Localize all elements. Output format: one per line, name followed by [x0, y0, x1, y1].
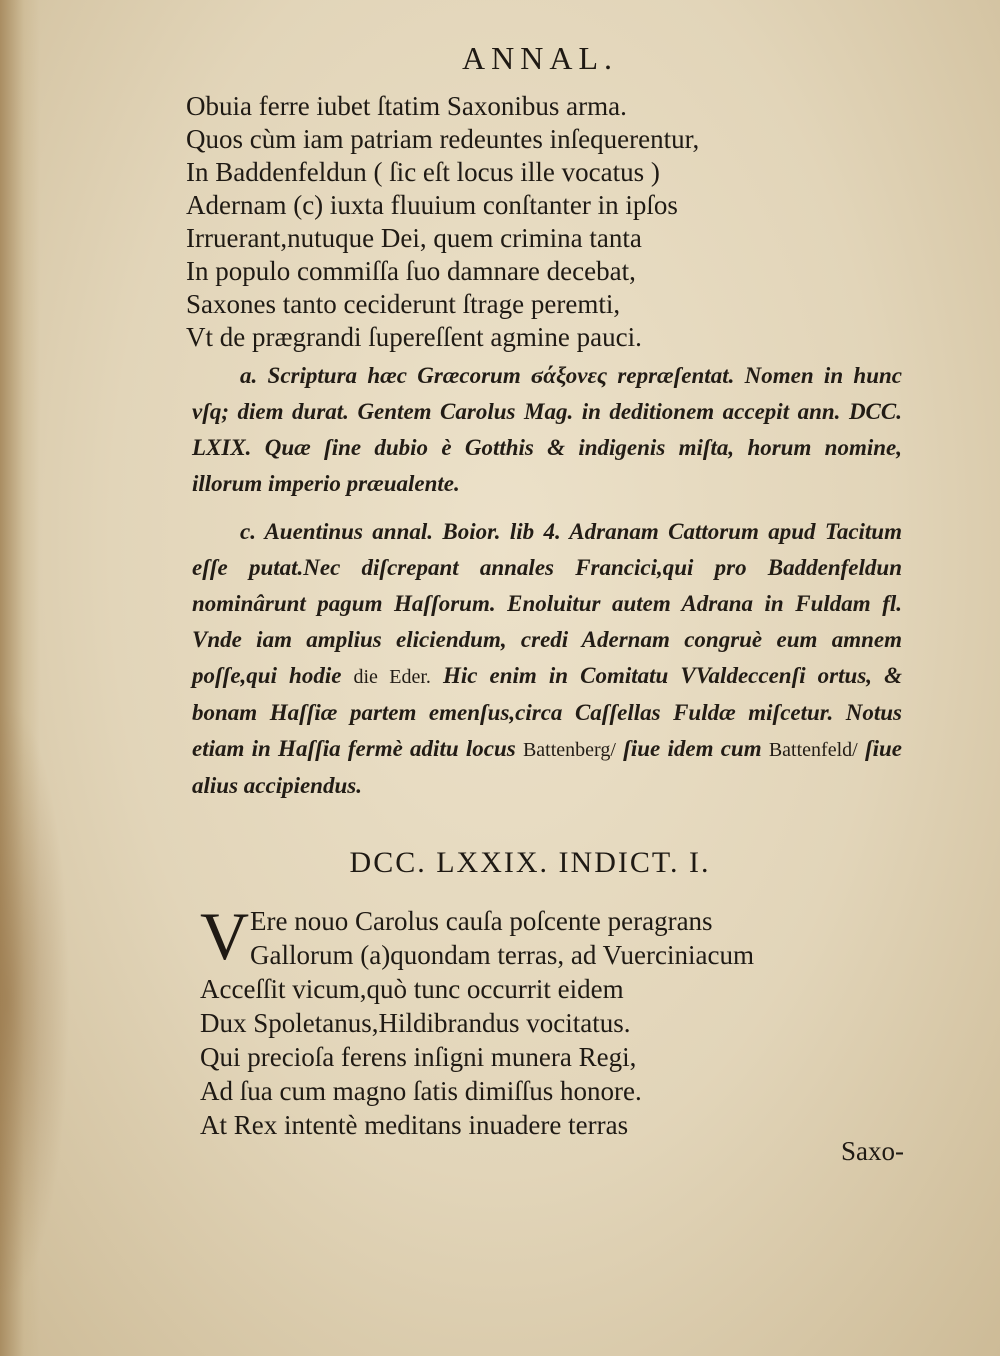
note-c-text: ſiue alius accipiendus.	[192, 736, 903, 798]
section-heading: DCC. LXXIX. INDICT. I.	[349, 846, 711, 879]
verse-line: In populo commiſſa ſuo damnare decebat,	[186, 256, 636, 286]
verse-line: Ere nouo Carolus cauſa poſcente peragrans	[250, 906, 713, 936]
verse-line: Obuia ferre iubet ſtatim Saxonibus arma.	[186, 91, 627, 121]
verse-line: Vt de prægrandi ſupereſſent agmine pauci.	[186, 322, 642, 352]
verse-line: Qui precioſa ferens inſigni munera Regi,	[200, 1042, 637, 1072]
running-head: ANNAL.	[462, 40, 618, 76]
note-c-text: ſiue idem cum	[623, 736, 762, 761]
water-stain	[0, 700, 70, 1300]
verse-line: Saxones tanto ceciderunt ſtrage peremti,	[186, 289, 621, 319]
verse-line: Dux Spoletanus,Hildibrandus vocitatus.	[200, 1008, 631, 1038]
verse-block-bottom	[200, 898, 754, 1142]
verse-line: Acceſſit vicum,quò tunc occurrit eidem	[200, 974, 624, 1004]
verse-line: Irruerant,nutuque Dei, quem crimina tanta	[186, 223, 642, 253]
drop-capital: V	[200, 898, 250, 974]
note-c-fraktur: Battenfeld/	[768, 739, 858, 761]
note-c-text: c. Auentinus annal. Boior. lib 4. Adranam Cattorum apud Tacitum eſſe putat.Nec diſcrepant annales Francici,qui pro Baddenfeldun nominârunt pagum Haſſorum. Enoluitur autem Adrana in Fuldam fl. Vnde iam amplius eliciendum, credi Adernam congruè eum amnem poſſe,qui hodie	[192, 519, 902, 688]
commentary-notes	[192, 358, 902, 816]
note-c-fraktur: Battenberg/	[522, 739, 616, 761]
note-c-fraktur: die Eder.	[353, 666, 431, 688]
verse-line: In Baddenfeldun ( ſic eſt locus ille vocatus )	[186, 157, 660, 187]
verse-line: Gallorum (a)quondam terras, ad Vuerciniacum	[250, 940, 754, 970]
note-c	[192, 514, 902, 804]
verse-line: Ad ſua cum magno ſatis dimiſſus honore.	[200, 1076, 642, 1106]
verse-line: Quos cùm iam patriam redeuntes inſequerentur,	[186, 124, 700, 154]
verse-line: Adernam (c) iuxta fluuium conſtanter in ipſos	[186, 190, 678, 220]
catchword: Saxo-	[841, 1136, 904, 1166]
note-a: a. Scriptura hæc Græcorum ϭάξονες repræſentat. Nomen in hunc vſq; diem durat. Gentem Carolus Mag. in deditionem accepit ann. DCC. LXIX. Quæ ſine dubio è Gotthis & indigenis miſta, horum nomine, illorum imperio præualente.	[192, 363, 902, 496]
verse-block-top	[186, 90, 699, 354]
note-c-text: Hic enim in Comitatu VValdeccenſi ortus, & bonam Haſſiæ partem emenſus,circa Caſſellas Fuldæ miſcetur. Notus etiam in Haſſia fermè aditu locus	[192, 663, 902, 761]
verse-line: At Rex intentè meditans inuadere terras	[200, 1110, 629, 1140]
